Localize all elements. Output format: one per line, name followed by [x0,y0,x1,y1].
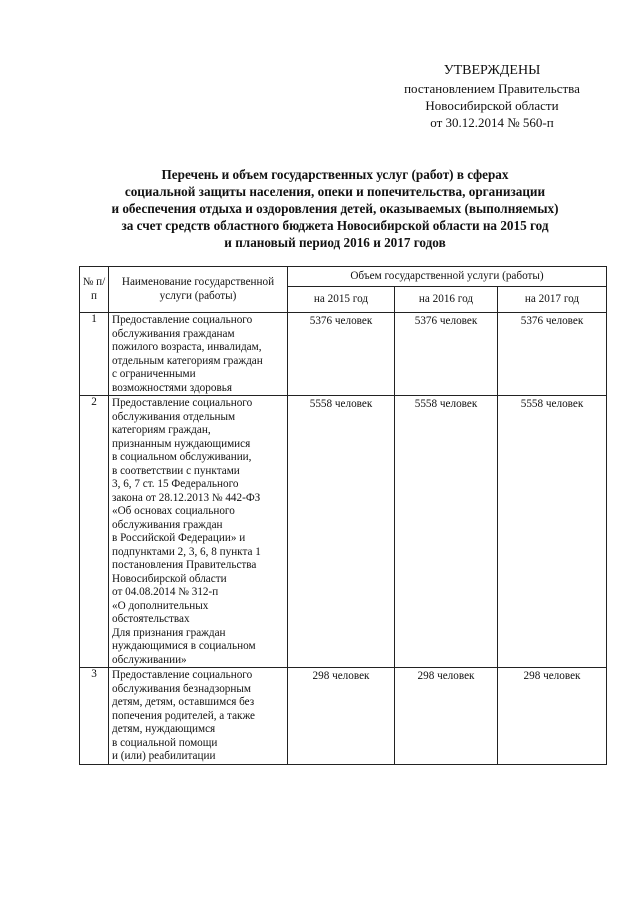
service-name [109,668,288,765]
title-line: и обеспечения отдыха и оздоровления детей, оказываемых (выполняемых) [111,201,559,216]
volume-value: 5376 человек [498,313,607,396]
header-year-2015: на 2015 год [288,287,395,313]
service-name-line: подпунктами 2, 3, 6, 8 пункта 1 [112,545,261,558]
volume-value: 298 человек [395,668,498,765]
row-number: 3 [80,668,109,765]
service-name-line: в соответствии с пунктами [112,464,240,477]
header-name-label: Наименование государственной услуги (работы) [121,276,275,302]
row-number: 1 [80,313,109,396]
service-name-line: обслуживания безнадзорным [112,682,251,695]
table-row [80,313,607,396]
volume-value: 5558 человек [395,396,498,668]
service-name-line: в социальном обслуживании, [112,451,252,463]
title-line: Перечень и объем государственных услуг (работ) в сферах [161,167,509,182]
service-name [109,313,288,396]
service-name-line: обслуживания отдельным [112,410,236,423]
header-volume-label: Объем государственной услуги (работы) [350,269,544,282]
services-table [79,266,607,765]
volume-value: 5376 человек [395,313,498,396]
table-row [80,668,607,765]
service-name-line: обслуживании» [112,653,187,666]
approval-heading: УТВЕРЖДЕНЫ [443,63,541,78]
header-name [109,267,288,313]
service-name-line: Новосибирской области [112,572,227,585]
volume-value: 298 человек [288,668,395,765]
service-name-line: обстоятельствах [112,613,190,625]
service-name [109,396,288,668]
title-line: за счет средств областного бюджета Новосибирской области на 2015 год [121,218,549,233]
volume-value: 298 человек [498,668,607,765]
header-volume [288,267,607,287]
title-line: и плановый период 2016 и 2017 годов [224,235,446,250]
service-name-line: обслуживания граждан [112,518,223,531]
service-name-line: от 04.08.2014 № 312-п [112,586,219,598]
volume-value: 5558 человек [498,396,607,668]
service-name-line: Для признания граждан [112,626,226,639]
volume-value: 5376 человек [288,313,395,396]
approval-line: Новосибирской области [425,98,559,113]
service-name-line: категориям граждан, [112,424,211,436]
service-name-line: постановления Правительства [112,559,257,571]
row-number: 2 [80,396,109,668]
service-name-line: детям, детям, оставшимся без [112,696,255,708]
service-name-line: отдельным категориям граждан [112,354,263,367]
service-name-line: попечения родителей, а также [112,709,256,722]
service-name-line: «О дополнительных [112,599,209,612]
approval-block [392,62,592,131]
service-name-line: закона от 28.12.2013 № 442-ФЗ [112,491,261,504]
service-name-line: возможностями здоровья [112,381,232,394]
service-name-line: в социальной помощи [112,736,218,749]
service-name-line: обслуживания гражданам [112,327,235,340]
approval-line: от 30.12.2014 № 560-п [430,115,554,130]
service-name-line: пожилого возраста, инвалидам, [112,341,262,353]
volume-value: 5558 человек [288,396,395,668]
service-name-line: и (или) реабилитации [112,750,216,762]
header-year-2017: на 2017 год [498,287,607,313]
service-name-line: детям, нуждающимся [112,723,216,735]
header-num [80,267,109,313]
service-name-line: в Российской Федерации» и [112,532,246,544]
service-name-line: с ограниченными [112,368,196,380]
header-num-label: № п/п [82,276,106,302]
service-name-line: Предоставление социального [112,669,253,681]
service-name-line: Предоставление социального [112,397,253,409]
service-name-line: Предоставление социального [112,314,253,326]
service-name-line: нуждающимися в социальном [112,640,256,652]
service-name-line: признанным нуждающимися [112,437,251,450]
service-name-line: 3, 6, 7 ст. 15 Федерального [112,478,239,490]
header-year-2016: на 2016 год [395,287,498,313]
table-row [80,396,607,668]
document-title [70,166,600,251]
approval-line: постановлением Правительства [404,81,580,96]
title-line: социальной защиты населения, опеки и попечительства, организации [124,184,546,199]
table-body [80,313,607,765]
service-name-line: «Об основах социального [112,505,235,517]
